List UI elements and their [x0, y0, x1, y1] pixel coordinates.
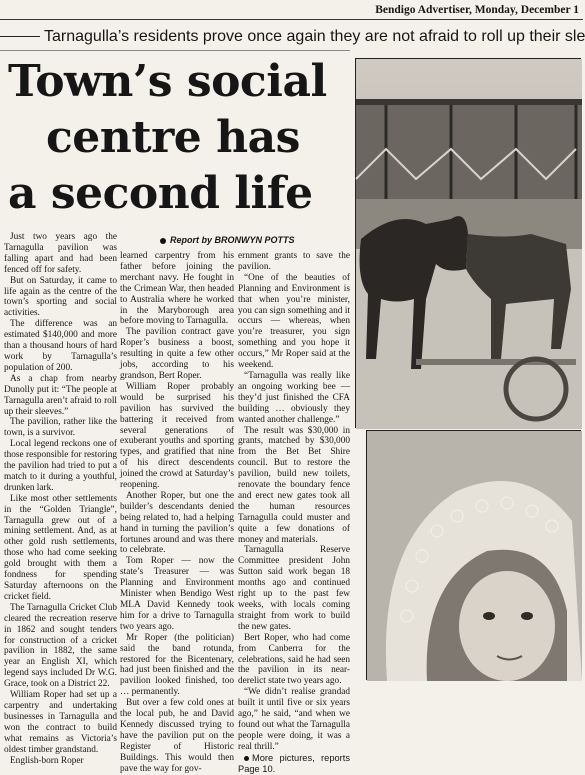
see-more-text: More pictures, reports Page 10. — [238, 752, 350, 774]
paragraph: “One of the beauties of Planning and Environment is that when you’re minister, you can sign something and it occurs — whereas, when you’re treasurer, you sign something and you hope it occurs,” Mr Roper said at the weekend. — [238, 272, 350, 371]
paragraph: Another Roper, but one the builder’s descendants denied being related to, had a helping hand in turning the pavilion’s fortunes around and was there to celebrate. — [120, 490, 234, 556]
kicker-rule — [0, 36, 40, 37]
paragraph: Mr Roper (the politician) said the band rotunda, restored for the Bicentenary, had just been finished and the pavilion looked finished, too … permanently. — [120, 632, 234, 698]
paragraph: William Roper probably would be surprised his pavilion has survived the battering it received from several generations of exuberant youths and sporting types, and gratified that nine of his direct descendents joined the crowd at Saturday’s reopening. — [120, 381, 234, 491]
headline-line-2: centre has — [46, 112, 300, 163]
see-more-reference — [238, 753, 350, 775]
paragraph: “Tarnagulla was really like an ongoing working bee — they’d just finished the CFA building … obviously they wanted another challenge.” — [238, 370, 350, 425]
paragraph: William Roper had set up a carpentry and undertaking businesses in Tarnagulla and won the contract to build what remains as Victoria’s oldest timber grandstand. — [4, 690, 117, 755]
bullet-dot-icon — [160, 238, 166, 244]
paragraph: Local legend reckons one of those responsible for restoring the pavilion had tried to put a match to it during a youthful, drunken lark. — [4, 439, 117, 493]
paragraph: The pavilion contract gave Roper’s business a boost, resulting in quite a few other jobs, according to his grandson, Bert Roper. — [120, 327, 234, 381]
paragraph: As a chap from nearby Dunolly put it: “The people at Tarnagulla aren’t afraid to roll up their sleeves.” — [4, 373, 117, 417]
paragraph: Tom Roper — now the state’s Treasurer — was Planning and Environment Minister when Bendigo West MLA David Kennedy took him for a drive to Tarnagulla two years ago. — [120, 556, 234, 632]
pavilion-horse-photo — [355, 58, 581, 428]
divider — [0, 50, 350, 51]
paragraph: English-born Roper — [10, 755, 84, 766]
article-column-3 — [238, 251, 350, 774]
paragraph: The difference was an estimated $140,000 and more than a thousand hours of hard work by Tarnagulla’s population of 200. — [4, 319, 117, 373]
article-column-1 — [4, 232, 117, 766]
paragraph: The result was $30,000 in grants, matched by $30,000 from the Bet Bet Shire council. But to restore the pavilion, build new toilets, renovate the boundary fence and erect new gates took all the human resources Tarnagulla could muster and quite a few donations of money and materials. — [238, 425, 350, 545]
paragraph: ernment grants to save the pavilion. — [238, 251, 350, 272]
paragraph: But over a few cold ones at the local pub, he and David Kennedy discussed trying to have the pavilion put on the Register of Historic Buildings. This would then pave the way for gov- — [120, 698, 234, 774]
paragraph: Tarnagulla Reserve Committee president John Sutton said work began 18 months ago and continued right up to the past few weeks, with locals coming straight from work to build the new gates. — [238, 545, 350, 632]
paragraph: But on Saturday, it came to life again as the centre of the town’s sporting and social activities. — [4, 275, 117, 319]
kicker — [0, 24, 583, 50]
masthead: Bendigo Advertiser, Monday, December 1 — [0, 0, 583, 20]
byline — [160, 235, 352, 249]
child-in-bonnet-photo — [366, 430, 581, 680]
headline-line-1: Town’s social — [8, 56, 327, 107]
paragraph: Bert Roper, who had come from Canberra for the celebrations, said he had seen the pavilion in its near-derelict state two years ago. — [238, 632, 350, 687]
paragraph: learned carpentry from his father before joining the merchant navy. He fought in the Crimean War, then headed to Australia where he worked in the Maryborough area before moving to Tarnagulla. — [120, 251, 234, 327]
paragraph: The pavilion, rather like the town, is a survivor. — [4, 417, 117, 439]
kicker-text: Tarnagulla’s residents prove once again they are not afraid to roll up their sle — [44, 28, 585, 45]
paragraph: Just two years ago the Tarnagulla pavilion was falling apart and had been fenced off for safety. — [4, 232, 117, 275]
article-column-2 — [120, 251, 234, 774]
headline — [8, 54, 350, 222]
paragraph: The Tarnagulla Cricket Club cleared the recreation reserve in 1862 and sought tenders for construction of a cricket pavilion in 1882, the same year an English XI, which legend says included Dr W.G. Grace, took on a District 22. — [4, 602, 117, 690]
headline-line-3: a second life — [8, 168, 313, 219]
byline-text: Report by BRONWYN POTTS — [170, 235, 295, 245]
paragraph: Like most other settlements in the “Golden Triangle”, Tarnagulla grew out of a mining settlement. And, as at other gold rush settlements, those who had come seeking gold brought with them a fondness for spending Saturday afternoons on the cricket field. — [4, 493, 117, 602]
bullet-dot-icon — [244, 756, 249, 761]
paragraph: “We didn’t realise grandad built it until five or six years ago,” he said, “and when we found out what the Tarnagulla people were doing, it was a real thrill.” — [238, 687, 350, 752]
